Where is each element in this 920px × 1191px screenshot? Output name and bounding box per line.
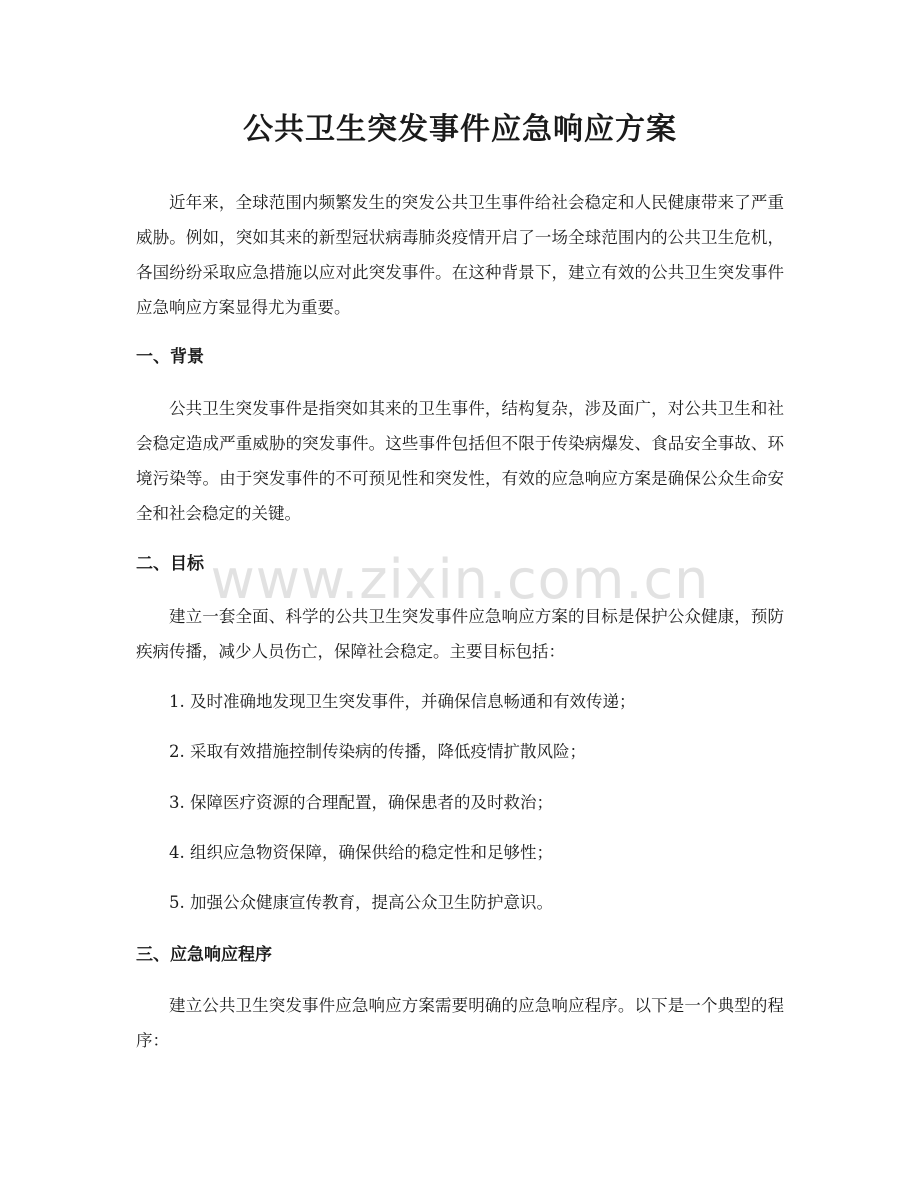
section-body-background: 公共卫生突发事件是指突如其来的卫生事件，结构复杂，涉及面广，对公共卫生和社会稳定造成严重威胁的突发事件。这些事件包括但不限于传染病爆发、食品安全事故、环境污染等。由于突发事件的不可预见性和突发性，有效的应急响应方案是确保公众生命安全和社会稳定的关键。 [136, 399, 784, 523]
goal-list-item: 2. 采取有效措施控制传染病的传播，降低疫情扩散风险； [169, 742, 586, 761]
section-body-goals: 建立一套全面、科学的公共卫生突发事件应急响应方案的目标是保护公众健康，预防疾病传播，减少人员伤亡，保障社会稳定。主要目标包括： [136, 607, 784, 661]
intro-paragraph: 近年来，全球范围内频繁发生的突发公共卫生事件给社会稳定和人民健康带来了严重威胁。例如，突如其来的新型冠状病毒肺炎疫情开启了一场全球范围内的公共卫生危机，各国纷纷采取应急措施以应对此突发事件。在这种背景下，建立有效的公共卫生突发事件应急响应方案显得尤为重要。 [136, 193, 784, 317]
section-heading-goals: 二、目标 [136, 554, 204, 574]
section-heading-background: 一、背景 [136, 347, 204, 367]
section-heading-procedure: 三、应急响应程序 [136, 945, 272, 965]
goal-list-item: 1. 及时准确地发现卫生突发事件，并确保信息畅通和有效传递； [169, 692, 636, 711]
goal-list-item: 3. 保障医疗资源的合理配置，确保患者的及时救治； [169, 793, 553, 812]
goal-list-item: 5. 加强公众健康宣传教育，提高公众卫生防护意识。 [169, 893, 553, 912]
section-body-procedure: 建立公共卫生突发事件应急响应方案需要明确的应急响应程序。以下是一个典型的程序： [136, 996, 784, 1050]
document-title: 公共卫生突发事件应急响应方案 [243, 112, 677, 147]
goal-list-item: 4. 组织应急物资保障，确保供给的稳定性和足够性； [169, 843, 553, 862]
watermark: www.zixin.com.cn [210, 548, 710, 611]
